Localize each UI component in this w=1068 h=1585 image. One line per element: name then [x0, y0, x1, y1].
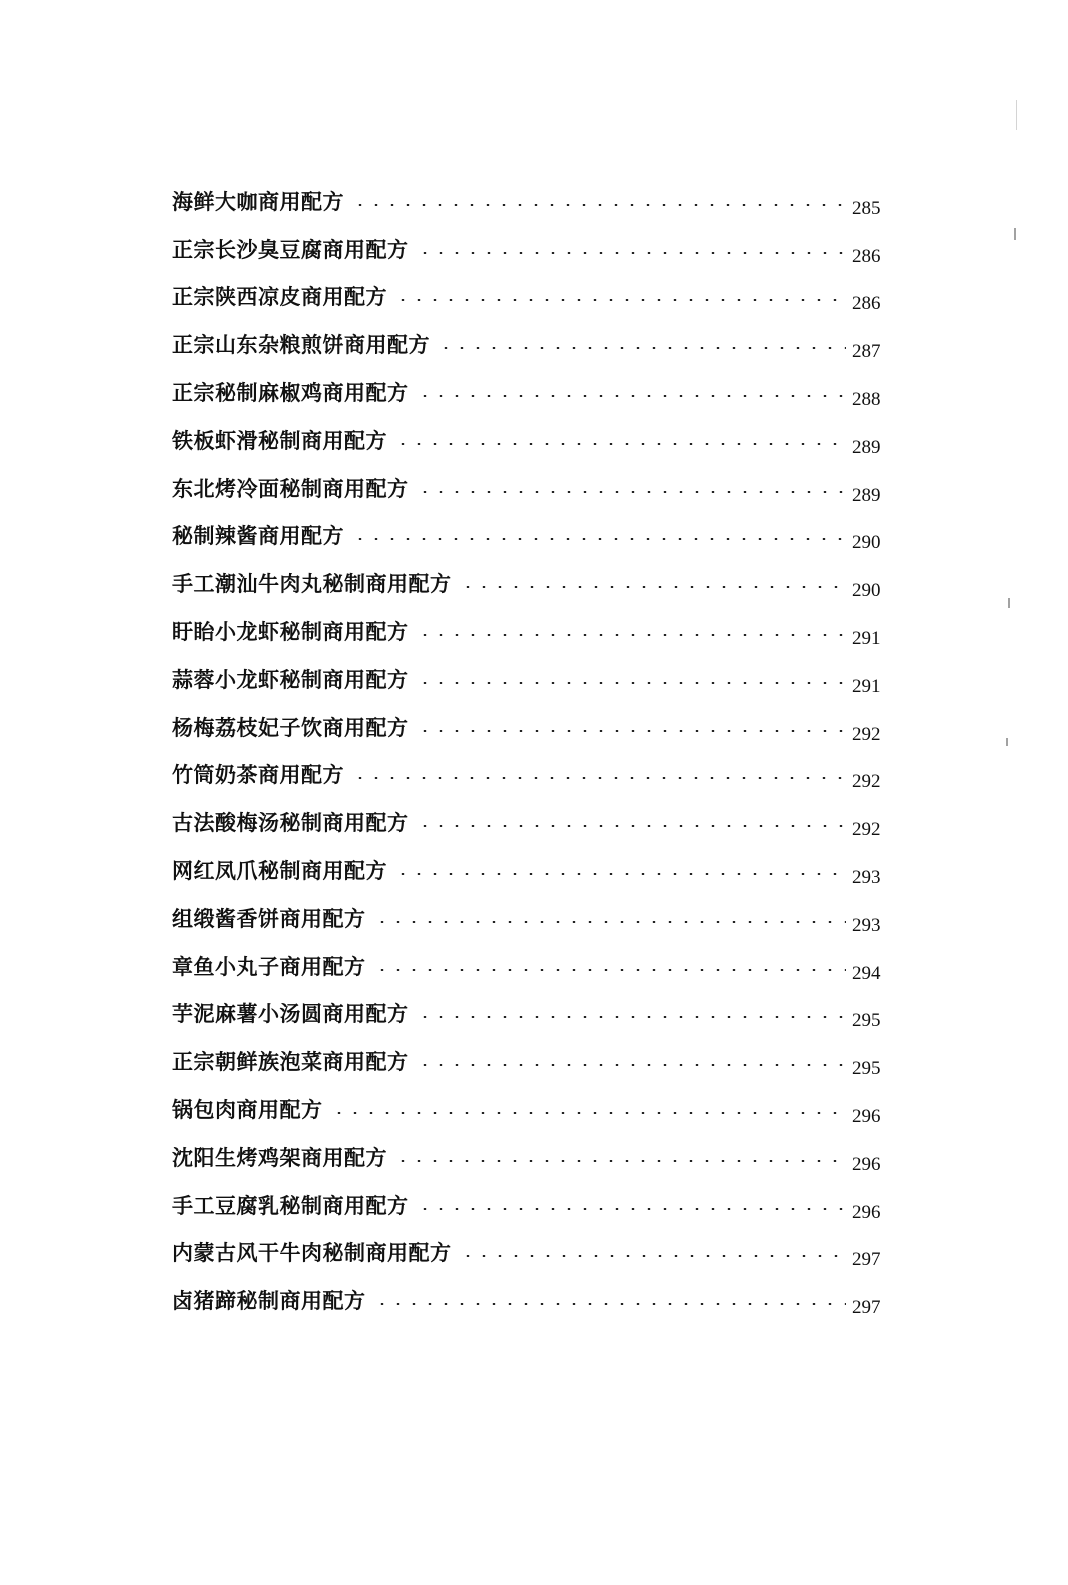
dot-leader [417, 1208, 847, 1210]
scan-speck [1008, 598, 1010, 608]
toc-entry-title: 杨梅荔枝妃子饮商用配方 [172, 714, 409, 740]
toc-entry-page-number: 289 [852, 484, 881, 506]
dot-leader [460, 1255, 847, 1257]
toc-entry-title: 秘制辣酱商用配方 [172, 523, 344, 549]
toc-entry-page-number: 297 [852, 1249, 881, 1271]
dot-leader [374, 1303, 847, 1305]
toc-entry [172, 985, 890, 1033]
toc-entry [172, 459, 890, 507]
toc-entry-title: 芋泥麻薯小汤圆商用配方 [172, 1001, 409, 1027]
toc-entry-page-number: 296 [852, 1105, 881, 1127]
dot-leader [395, 443, 846, 445]
dot-leader [417, 634, 847, 636]
toc-entry-title: 正宗朝鲜族泡菜商用配方 [172, 1049, 409, 1075]
dot-leader [460, 586, 847, 588]
table-of-contents [172, 172, 890, 1319]
toc-entry [172, 1080, 890, 1128]
toc-entry-title: 盱眙小龙虾秘制商用配方 [172, 618, 409, 644]
toc-entry-page-number: 286 [852, 245, 881, 267]
dot-leader [417, 1064, 847, 1066]
toc-entry-page-number: 290 [852, 580, 881, 602]
dot-leader [417, 730, 847, 732]
toc-entry [172, 937, 890, 985]
toc-entry-title: 正宗长沙臭豆腐商用配方 [172, 236, 409, 262]
dot-leader [352, 777, 846, 779]
dot-leader [417, 252, 847, 254]
toc-entry-title: 竹筒奶茶商用配方 [172, 762, 344, 788]
toc-entry-page-number: 297 [852, 1297, 881, 1319]
toc-entry [172, 1271, 890, 1319]
toc-entry [172, 315, 890, 363]
scan-speck [1006, 738, 1008, 746]
toc-entry-title: 铁板虾滑秘制商用配方 [172, 427, 387, 453]
dot-leader [374, 921, 847, 923]
toc-entry [172, 363, 890, 411]
dot-leader [395, 299, 846, 301]
dot-leader [417, 682, 847, 684]
dot-leader [395, 1160, 846, 1162]
toc-entry-page-number: 288 [852, 388, 881, 410]
dot-leader [352, 204, 846, 206]
dot-leader [417, 491, 847, 493]
toc-entry-page-number: 296 [852, 1201, 881, 1223]
toc-entry-title: 东北烤冷面秘制商用配方 [172, 475, 409, 501]
dot-leader [352, 538, 846, 540]
toc-entry-page-number: 294 [852, 962, 881, 984]
toc-entry-title: 古法酸梅汤秘制商用配方 [172, 810, 409, 836]
toc-entry-title: 正宗秘制麻椒鸡商用配方 [172, 379, 409, 405]
toc-entry [172, 1224, 890, 1272]
dot-leader [331, 1112, 847, 1114]
toc-entry-title: 手工潮汕牛肉丸秘制商用配方 [172, 571, 452, 597]
toc-entry [172, 507, 890, 555]
toc-entry [172, 698, 890, 746]
toc-entry [172, 889, 890, 937]
toc-entry [172, 602, 890, 650]
dot-leader [438, 347, 846, 349]
toc-entry-title: 锅包肉商用配方 [172, 1096, 323, 1122]
toc-entry-page-number: 289 [852, 436, 881, 458]
dot-leader [417, 395, 847, 397]
toc-entry [172, 746, 890, 794]
toc-entry-title: 网红凤爪秘制商用配方 [172, 857, 387, 883]
toc-entry [172, 1032, 890, 1080]
toc-entry [172, 554, 890, 602]
toc-entry-page-number: 295 [852, 1058, 881, 1080]
toc-entry-page-number: 287 [852, 341, 881, 363]
toc-entry-page-number: 293 [852, 914, 881, 936]
toc-entry-title: 组缎酱香饼商用配方 [172, 905, 366, 931]
toc-entry-page-number: 292 [852, 819, 881, 841]
toc-entry-page-number: 286 [852, 293, 881, 315]
toc-entry [172, 793, 890, 841]
toc-entry [172, 411, 890, 459]
toc-entry [172, 841, 890, 889]
toc-entry [172, 220, 890, 268]
toc-entry [172, 268, 890, 316]
toc-entry-page-number: 291 [852, 627, 881, 649]
scan-speck [1016, 100, 1017, 130]
dot-leader [374, 969, 847, 971]
dot-leader [417, 1016, 847, 1018]
toc-entry-page-number: 292 [852, 771, 881, 793]
toc-entry [172, 172, 890, 220]
dot-leader [395, 873, 846, 875]
toc-entry-title: 内蒙古风干牛肉秘制商用配方 [172, 1240, 452, 1266]
toc-entry [172, 1176, 890, 1224]
toc-entry-page-number: 292 [852, 723, 881, 745]
toc-entry-title: 蒜蓉小龙虾秘制商用配方 [172, 666, 409, 692]
toc-entry [172, 1128, 890, 1176]
toc-entry-page-number: 296 [852, 1153, 881, 1175]
toc-entry-title: 正宗山东杂粮煎饼商用配方 [172, 332, 430, 358]
toc-entry [172, 650, 890, 698]
scan-speck [1014, 228, 1016, 240]
toc-entry-title: 正宗陕西凉皮商用配方 [172, 284, 387, 310]
toc-entry-title: 海鲜大咖商用配方 [172, 188, 344, 214]
toc-entry-title: 手工豆腐乳秘制商用配方 [172, 1192, 409, 1218]
toc-entry-page-number: 285 [852, 197, 881, 219]
toc-entry-page-number: 290 [852, 532, 881, 554]
dot-leader [417, 825, 847, 827]
toc-entry-page-number: 291 [852, 675, 881, 697]
toc-entry-page-number: 295 [852, 1010, 881, 1032]
toc-entry-page-number: 293 [852, 866, 881, 888]
toc-entry-title: 卤猪蹄秘制商用配方 [172, 1288, 366, 1314]
toc-entry-title: 章鱼小丸子商用配方 [172, 953, 366, 979]
toc-entry-title: 沈阳生烤鸡架商用配方 [172, 1144, 387, 1170]
